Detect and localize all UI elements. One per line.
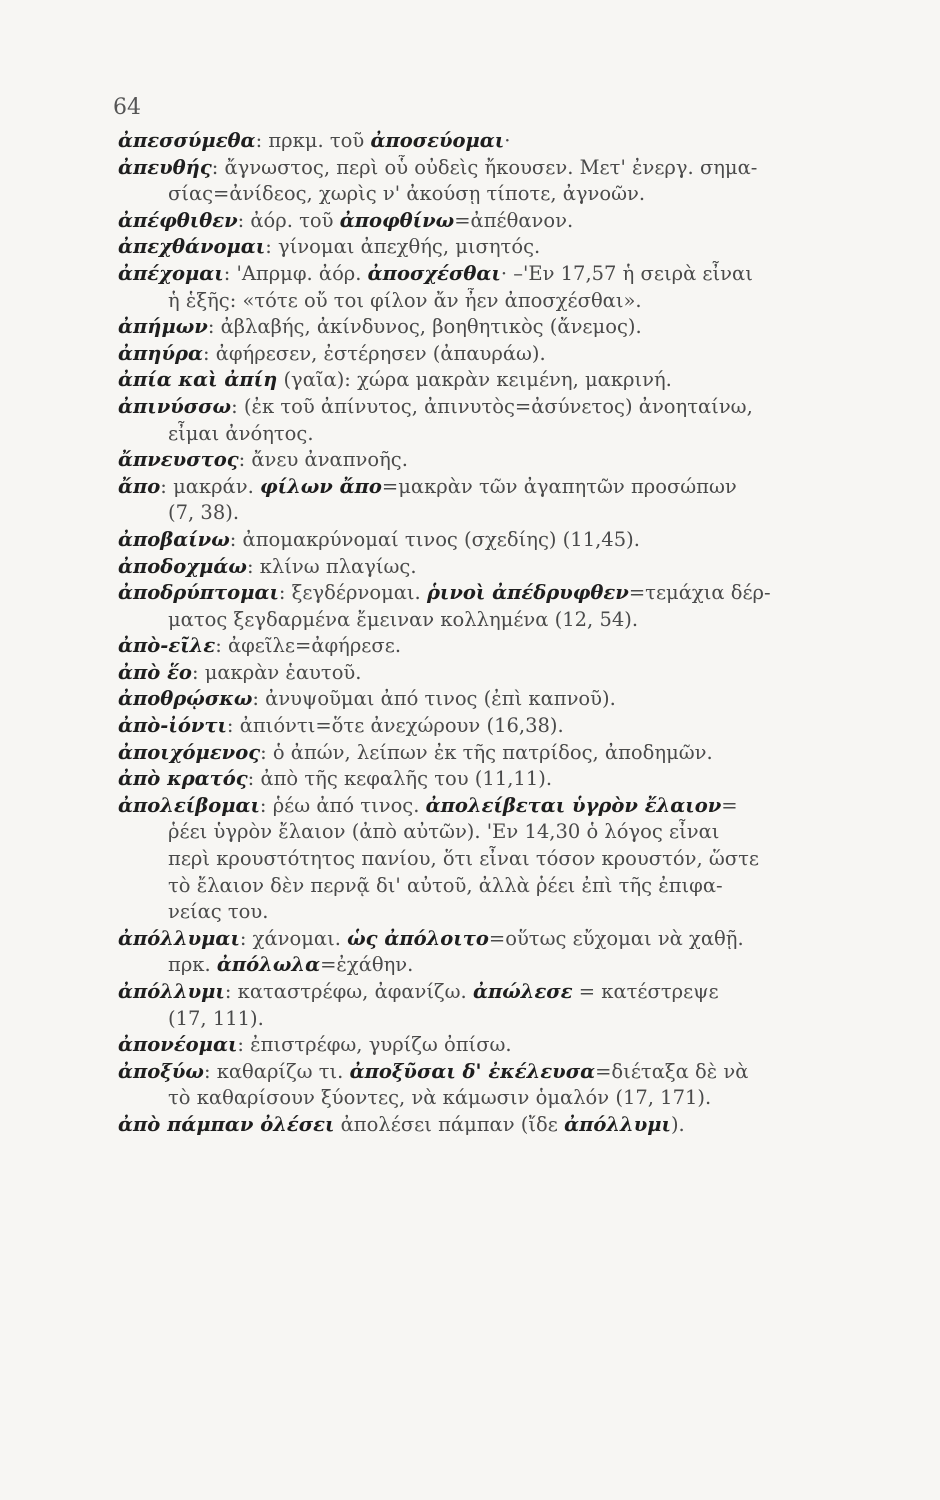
example-phrase: ἀποφθίνω	[339, 208, 455, 232]
entry-line	[118, 633, 848, 660]
headword: ἀπὸ πάμπαν ὀλέσει	[118, 1112, 335, 1136]
definition-text: : 'Απρμφ. ἀόρ.	[223, 261, 368, 285]
definition-text: : γίνομαι ἀπεχθής, μισητός.	[265, 235, 541, 259]
entry-continuation-line	[118, 181, 848, 208]
entry-continuation-line	[118, 500, 848, 527]
definition-text: : ἀόρ. τοῦ	[237, 208, 340, 232]
headword: ἀπὸ-εῖλε	[118, 634, 216, 658]
example-phrase: ἀποσχέσθαι	[367, 261, 501, 285]
definition-text: σίας=ἀνίδεος, χωρὶς ν' ἀκούσῃ τίποτε, ἀγνοῶν.	[168, 182, 646, 206]
headword: ἀπήμων	[118, 315, 208, 339]
headword: ἀπέχομαι	[118, 261, 224, 285]
definition-text: =τεμάχια δέρ-	[628, 581, 771, 605]
headword: ἀπολείβομαι	[118, 793, 260, 817]
entry-line	[118, 580, 848, 607]
definition-text: =οὕτως εὔχομαι νὰ χαθῇ.	[488, 926, 744, 950]
definition-text: : ἀπιόντι=ὅτε ἀνεχώρουν (16,38).	[226, 714, 564, 738]
entry-continuation-line	[118, 1006, 848, 1033]
headword: ἀπευθής	[118, 155, 212, 179]
headword: ἀπηύρα	[118, 341, 203, 365]
definition-text: : χάνομαι.	[239, 926, 348, 950]
definition-text: νείας του.	[168, 900, 269, 924]
entry-line	[118, 686, 848, 713]
definition-text: ).	[670, 1112, 685, 1136]
definition-text: τὸ καθαρίσουν ξύοντες, νὰ κάμωσιν ὁμαλόν (17, 171).	[168, 1086, 712, 1110]
definition-text: : καταστρέφω, ἀφανίζω.	[224, 980, 473, 1003]
headword: ἀπόλλυμαι	[118, 926, 240, 950]
entry-line	[118, 766, 848, 793]
headword: ἄπο	[118, 474, 161, 498]
entry-line	[118, 394, 848, 421]
definition-text: ἀπολέσει πάμπαν (ἴδε	[334, 1112, 565, 1136]
entry-line	[118, 926, 848, 953]
entry-line	[118, 474, 848, 501]
entry-line	[118, 261, 848, 288]
headword: ἀποθρῴσκω	[118, 687, 253, 711]
headword: ἀπὸ-ἰόντι	[118, 714, 227, 738]
example-phrase: ἀπώλεσε	[472, 980, 573, 1003]
definition-text: : ἄγνωστος, περὶ οὗ οὐδεὶς ἤκουσεν. Μετ' ἐνεργ. σημα-	[211, 155, 758, 179]
definition-text: : ἐπιστρέφω, γυρίζω ὀπίσω.	[237, 1033, 512, 1057]
definition-text: =διέταξα δὲ νὰ	[595, 1059, 749, 1083]
entry-continuation-line	[118, 421, 848, 448]
definition-text: =ἀπέθανον.	[454, 208, 574, 232]
entry-line	[118, 367, 848, 394]
headword: ἀπεσσύμεθα	[118, 129, 256, 152]
entry-line	[118, 740, 848, 767]
definition-text: (7, 38).	[168, 501, 240, 525]
entry-line	[118, 713, 848, 740]
example-phrase: ἀπολείβεται ὑγρὸν ἔλαιον	[425, 793, 722, 817]
entry-line	[118, 128, 848, 155]
definition-text: : κλίνω πλαγίως.	[246, 554, 417, 578]
definition-text: : (ἐκ τοῦ ἀπίνυτος, ἀπινυτὸς=ἀσύνετος) ἀνοηταίνω,	[231, 394, 753, 418]
definition-text: =ἐχάθην.	[320, 953, 414, 977]
headword: ἀποδρύπτομαι	[118, 581, 279, 605]
example-phrase: φίλων ἄπο	[259, 474, 382, 498]
headword: ἀπία καὶ ἀπίη	[118, 368, 278, 392]
headword: ἀποβαίνω	[118, 527, 230, 551]
headword: ἀπεχθάνομαι	[118, 235, 266, 259]
headword: ἀπέφθιθεν	[118, 208, 238, 232]
entry-line	[118, 660, 848, 687]
entry-line	[118, 1059, 848, 1086]
entry-continuation-line	[118, 873, 848, 900]
entry-continuation-line	[118, 1085, 848, 1112]
entry-line	[118, 793, 848, 820]
definition-text: : ἀπομακρύνομαί τινος (σχεδίης) (11,45).	[229, 527, 640, 551]
headword: ἀποδοχμάω	[118, 554, 247, 578]
definition-text: περὶ κρουστότητος πανίου, ὅτι εἶναι τόσον κρουστόν, ὥστε	[168, 847, 759, 871]
headword: ἀποιχόμενος	[118, 740, 261, 764]
definition-text: ἡ ἑξῆς: «τότε οὔ τοι φίλον ἄν ἦεν ἀποσχέσθαι».	[168, 288, 642, 312]
headword: ἀπόλλυμι	[118, 980, 225, 1003]
entry-line	[118, 554, 848, 581]
definition-text: : ὁ ἀπών, λείπων ἐκ τῆς πατρίδος, ἀποδημῶν.	[260, 740, 713, 764]
definition-text: ῥέει ὑγρὸν ἔλαιον (ἀπὸ αὐτῶν). 'Εν 14,30 ὁ λόγος εἶναι	[168, 820, 720, 844]
entry-line	[118, 1112, 848, 1139]
example-phrase: ἀποξῦσαι δ' ἐκέλευσα	[349, 1059, 596, 1083]
definition-text: : ἄνευ ἀναπνοῆς.	[238, 448, 408, 472]
headword: ἀπινύσσω	[118, 394, 232, 418]
definition-text: (γαῖα): χώρα μακρὰν κειμένη, μακρινή.	[277, 368, 672, 392]
entry-continuation-line	[118, 607, 848, 634]
definition-text: =μακρὰν τῶν ἀγαπητῶν προσώπων	[381, 474, 737, 498]
example-phrase: ἀπόλλυμι	[564, 1112, 671, 1136]
definition-text: ·	[504, 129, 511, 152]
entry-line	[118, 979, 848, 1006]
definition-text: τὸ ἔλαιον δὲν περνᾷ δι' αὐτοῦ, ἀλλὰ ῥέει ἐπὶ τῆς ἐπιφα-	[168, 873, 723, 897]
definition-text: : ἀφεῖλε=ἀφήρεσε.	[215, 634, 402, 658]
example-phrase: ἀποσεύομαι	[370, 129, 505, 152]
example-phrase: ῥινοὶ ἀπέδρυφθεν	[426, 581, 629, 605]
definition-text: · –'Εν 17,57 ἡ σειρὰ εἶναι	[500, 261, 753, 285]
definition-text: =	[721, 793, 738, 817]
definition-text: πρκ.	[168, 953, 217, 977]
headword: ἀπὸ κρατός	[118, 767, 248, 791]
headword: ἄπνευστος	[118, 448, 239, 472]
definition-text: : ξεγδέρνομαι.	[278, 581, 427, 605]
definition-text: ματος ξεγδαρμένα ἔμειναν κολλημένα (12, 54).	[168, 607, 639, 631]
definition-text: εἶμαι ἀνόητος.	[168, 421, 314, 445]
entry-line	[118, 314, 848, 341]
headword: ἀπονέομαι	[118, 1033, 238, 1057]
entry-continuation-line	[118, 899, 848, 926]
entry-continuation-line	[118, 952, 848, 979]
entry-line	[118, 1032, 848, 1059]
definition-text: : ῥέω ἀπό τινος.	[259, 793, 426, 817]
definition-text: : καθαρίζω τι.	[203, 1059, 350, 1083]
definition-text: : πρκμ. τοῦ	[255, 129, 371, 152]
definition-text: : ἀφήρεσεν, ἐστέρησεν (ἀπαυράω).	[202, 341, 546, 365]
entry-line	[118, 155, 848, 182]
entry-line	[118, 341, 848, 368]
definition-text: : μακρὰν ἑαυτοῦ.	[191, 660, 362, 684]
example-phrase: ὡς ἀπόλοιτο	[347, 926, 489, 950]
entry-continuation-line	[118, 288, 848, 315]
entry-continuation-line	[118, 846, 848, 873]
definition-text: = κατέστρεψε	[572, 980, 719, 1003]
entry-line	[118, 234, 848, 261]
example-phrase: ἀπόλωλα	[216, 953, 321, 977]
entry-line	[118, 527, 848, 554]
page-number: 64	[113, 95, 141, 120]
definition-text: (17, 111).	[168, 1006, 264, 1030]
definition-text: : ἀβλαβής, ἀκίνδυνος, βοηθητικὸς (ἄνεμος).	[207, 315, 642, 339]
headword: ἀπὸ ἕο	[118, 660, 192, 684]
headword: ἀποξύω	[118, 1059, 204, 1083]
definition-text: : ἀπὸ τῆς κεφαλῆς του (11,11).	[247, 767, 553, 791]
definition-text: : ἀνυψοῦμαι ἀπό τινος (ἐπὶ καπνοῦ).	[252, 687, 616, 711]
entry-line	[118, 208, 848, 235]
entry-line	[118, 447, 848, 474]
entry-continuation-line	[118, 819, 848, 846]
definition-text: : μακράν.	[160, 474, 260, 498]
dictionary-entries	[118, 128, 848, 1139]
